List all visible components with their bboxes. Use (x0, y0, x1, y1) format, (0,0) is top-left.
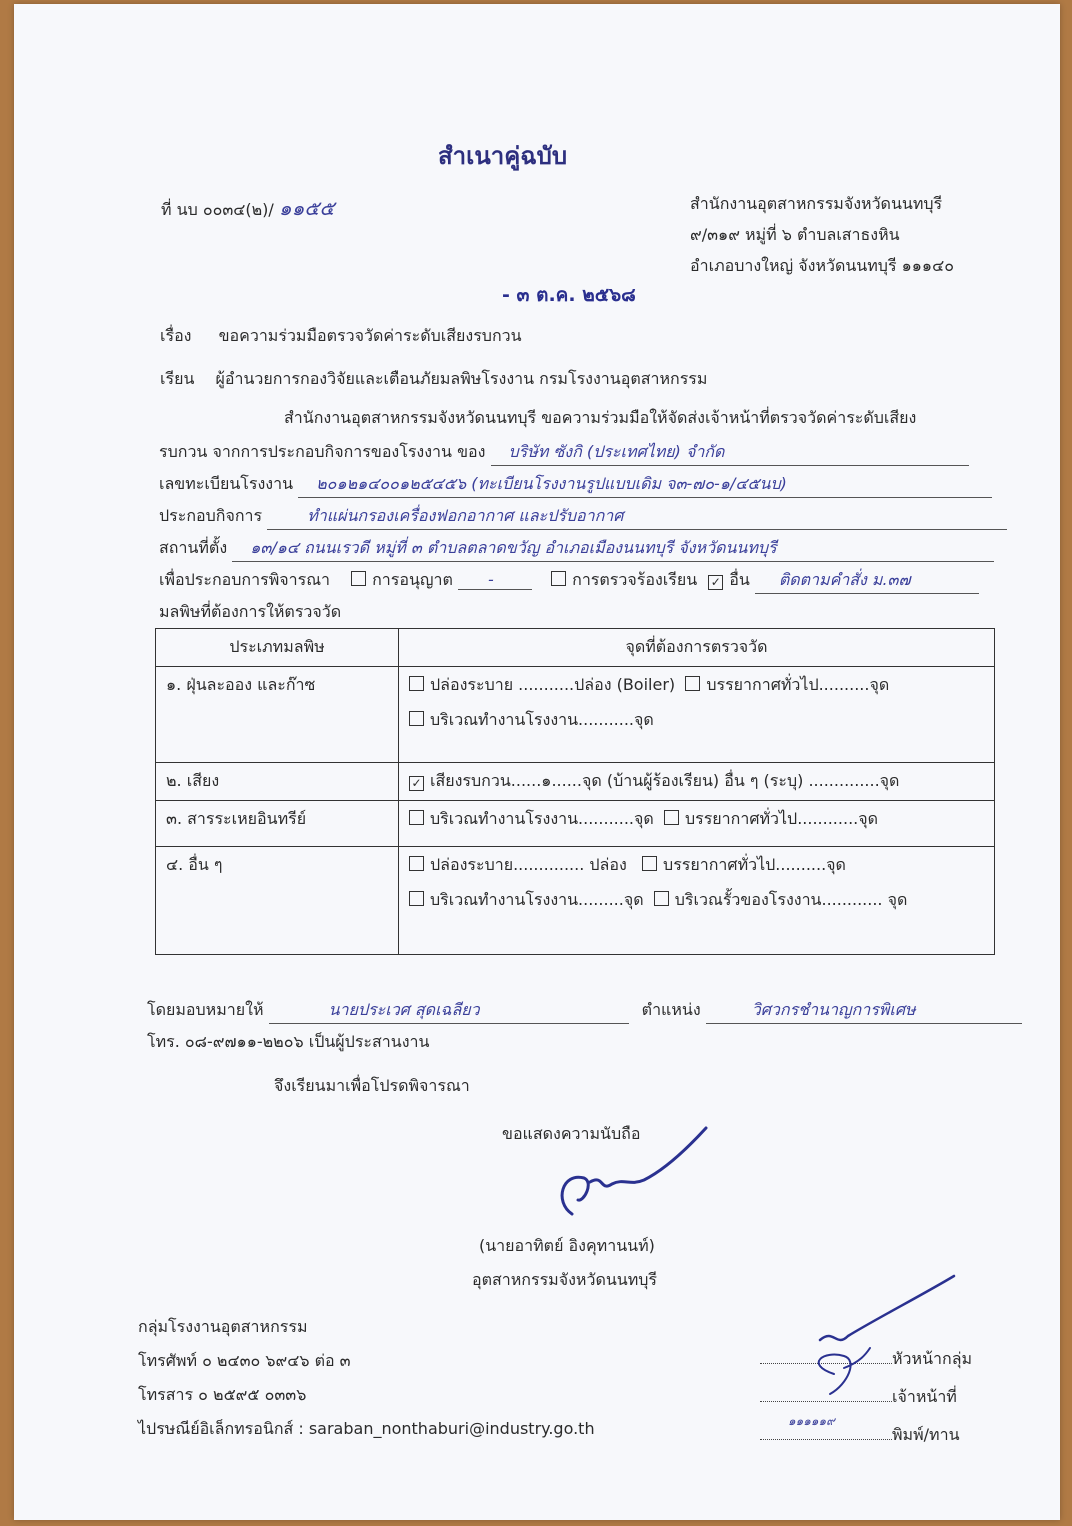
permit-option: การอนุญาต (351, 570, 453, 589)
assign-label: โดยมอบหมายให้ (147, 1000, 264, 1019)
registration-value: ๒๐๑๒๑๔๐๐๑๒๕๔๕๖ (ทะเบียนโรงงานรูปแบบเดิม จ๓-๗๐-๑/๔๕นบ) (298, 472, 992, 498)
subject-label: เรื่อง (160, 326, 192, 345)
initial-marks (774, 1264, 974, 1414)
measure-points: ปล่องระบาย ...........ปล่อง (Boiler) บรรยากาศทั่วไป..........จุด บริเวณทำงานโรงงาน...........จุด (399, 667, 995, 763)
registration-label: เลขทะเบียนโรงงาน (159, 474, 294, 493)
position-label: ตำแหน่ง (641, 1000, 701, 1019)
role-typist: พิมพ์/ทาน (892, 1425, 960, 1444)
office-address (690, 188, 954, 281)
company-line (159, 440, 969, 466)
pollution-type: ๔. อื่น ๆ (156, 847, 399, 955)
location-line (159, 536, 994, 562)
checkbox[interactable] (654, 891, 669, 906)
business-value: ทำแผ่นกรองเครื่องฟอกอากาศ และปรับอากาศ (267, 504, 1007, 530)
document-title: สำเนาคู่ฉบับ (438, 142, 568, 170)
other-value: ติดตามคำสั่ง ม.๓๗ (755, 568, 979, 594)
pollution-type: ๓. สารระเหยอินทรีย์ (156, 801, 399, 847)
table-row (156, 763, 995, 801)
measure-points: ✓ เสียงรบกวน......๑......จุด (บ้านผู้ร้องเรียน) อื่น ๆ (ระบุ) ..............จุด (399, 763, 995, 801)
document-page (14, 4, 1060, 1520)
checkbox[interactable] (409, 711, 424, 726)
registration-line (159, 472, 992, 498)
location-value: ๑๓/๑๔ ถนนเรวดี หมู่ที่ ๓ ตำบลตลาดขวัญ อำเภอเมืองนนทบุรี จังหวัดนนทบุรี (232, 536, 994, 562)
checkbox[interactable] (409, 810, 424, 825)
signature (534, 1122, 724, 1222)
checkbox[interactable] (642, 856, 657, 871)
measure-points: บริเวณทำงานโรงงาน...........จุด บรรยากาศทั่วไป............จุด (399, 801, 995, 847)
column-header-points: จุดที่ต้องการตรวจวัด (399, 629, 995, 667)
checkbox-checked[interactable]: ✓ (409, 776, 424, 791)
doc-number-handwritten: ๑๑๕๕ (278, 196, 335, 220)
assignee-position: วิศวกรชำนาญการพิเศษ (706, 998, 1022, 1024)
complaint-checkbox[interactable] (551, 571, 566, 586)
pollution-table (155, 628, 995, 955)
table-row (156, 847, 995, 955)
business-line (159, 504, 1007, 530)
closing-request: จึงเรียนมาเพื่อโปรดพิจารณา (274, 1076, 470, 1095)
purpose-label: เพื่อประกอบการพิจารณา (159, 570, 331, 589)
assignee-name: นายประเวศ สุดเฉลียว (269, 998, 629, 1024)
table-row (156, 667, 995, 763)
purpose-line (159, 568, 979, 594)
initials-handwritten: ๑๑๑๑๑๙ (788, 1414, 835, 1428)
pollution-type: ๒. เสียง (156, 763, 399, 801)
column-header-type: ประเภทมลพิษ (156, 629, 399, 667)
footer-group: กลุ่มโรงงานอุตสาหกรรม (138, 1317, 308, 1336)
other-option: ✓ อื่น (708, 570, 750, 589)
footer-contact (138, 1310, 595, 1446)
signer-name: (นายอาทิตย์ อิงคุทานนท์) (479, 1236, 655, 1255)
pollution-type: ๑. ฝุ่นละออง และก๊าซ (156, 667, 399, 763)
other-checkbox[interactable]: ✓ (708, 575, 723, 590)
closing-regards: ขอแสดงความนับถือ (502, 1124, 641, 1143)
doc-number (161, 192, 335, 224)
assign-line (147, 998, 1022, 1024)
addressee-line (160, 367, 707, 392)
footer-fax: โทรสาร ๐ ๒๕๙๕ ๐๓๓๖ (138, 1385, 307, 1404)
table-row (156, 801, 995, 847)
business-label: ประกอบกิจการ (159, 506, 263, 525)
subject-text: ขอความร่วมมือตรวจวัดค่าระดับเสียงรบกวน (218, 326, 522, 345)
company-prefix: รบกวน จากการประกอบกิจการของโรงงาน ของ (159, 442, 486, 461)
office-line: อำเภอบางใหญ่ จังหวัดนนทบุรี ๑๑๑๔๐ (690, 256, 954, 275)
signer-title: อุตสาหกรรมจังหวัดนนทบุรี (472, 1270, 657, 1289)
doc-number-prefix: ที่ นบ ๐๐๓๔(๒)/ (161, 200, 274, 219)
location-label: สถานที่ตั้ง (159, 538, 228, 557)
checkbox[interactable] (409, 856, 424, 871)
checkbox[interactable] (409, 891, 424, 906)
office-line: ๙/๓๑๙ หมู่ที่ ๖ ตำบลเสาธงหิน (690, 225, 900, 244)
measure-points: ปล่องระบาย.............. ปล่อง บรรยากาศทั่วไป..........จุด บริเวณทำงานโรงงาน.........จุด บริเวณรั้วของโรงงาน............ จุด (399, 847, 995, 955)
company-name: บริษัท ซังกิ (ประเทศไทย) จำกัด (491, 440, 969, 466)
coordinator-phone: โทร. ๐๘-๙๗๑๑-๒๒๐๖ เป็นผู้ประสานงาน (147, 1032, 430, 1051)
body-paragraph-line1: สำนักงานอุตสาหกรรมจังหวัดนนทบุรี ขอความร่วมมือให้จัดส่งเจ้าหน้าที่ตรวจวัดค่าระดับเสียง (284, 408, 917, 427)
checkbox[interactable] (409, 676, 424, 691)
pollution-label: มลพิษที่ต้องการให้ตรวจวัด (159, 602, 342, 621)
permit-value: - (458, 570, 532, 590)
date-stamp: - ๓ ต.ค. ๒๕๖๘ (502, 284, 636, 306)
complaint-option: การตรวจร้องเรียน (551, 570, 697, 589)
footer-phone: โทรศัพท์ ๐ ๒๔๓๐ ๖๙๔๖ ต่อ ๓ (138, 1351, 351, 1370)
footer-email: ไปรษณีย์อิเล็กทรอนิกส์ : saraban_nonthaburi@industry.go.th (138, 1419, 595, 1438)
addressee-text: ผู้อำนวยการกองวิจัยและเตือนภัยมลพิษโรงงาน กรมโรงงานอุตสาหกรรม (215, 369, 708, 388)
checkbox[interactable] (685, 676, 700, 691)
permit-checkbox[interactable] (351, 571, 366, 586)
office-line: สำนักงานอุตสาหกรรมจังหวัดนนทบุรี (690, 194, 943, 213)
table-header-row (156, 629, 995, 667)
role-head: หัวหน้ากลุ่ม (892, 1349, 973, 1368)
checkbox[interactable] (664, 810, 679, 825)
addressee-label: เรียน (160, 369, 195, 388)
role-officer: เจ้าหน้าที่ (892, 1387, 957, 1406)
subject-line (160, 324, 522, 349)
